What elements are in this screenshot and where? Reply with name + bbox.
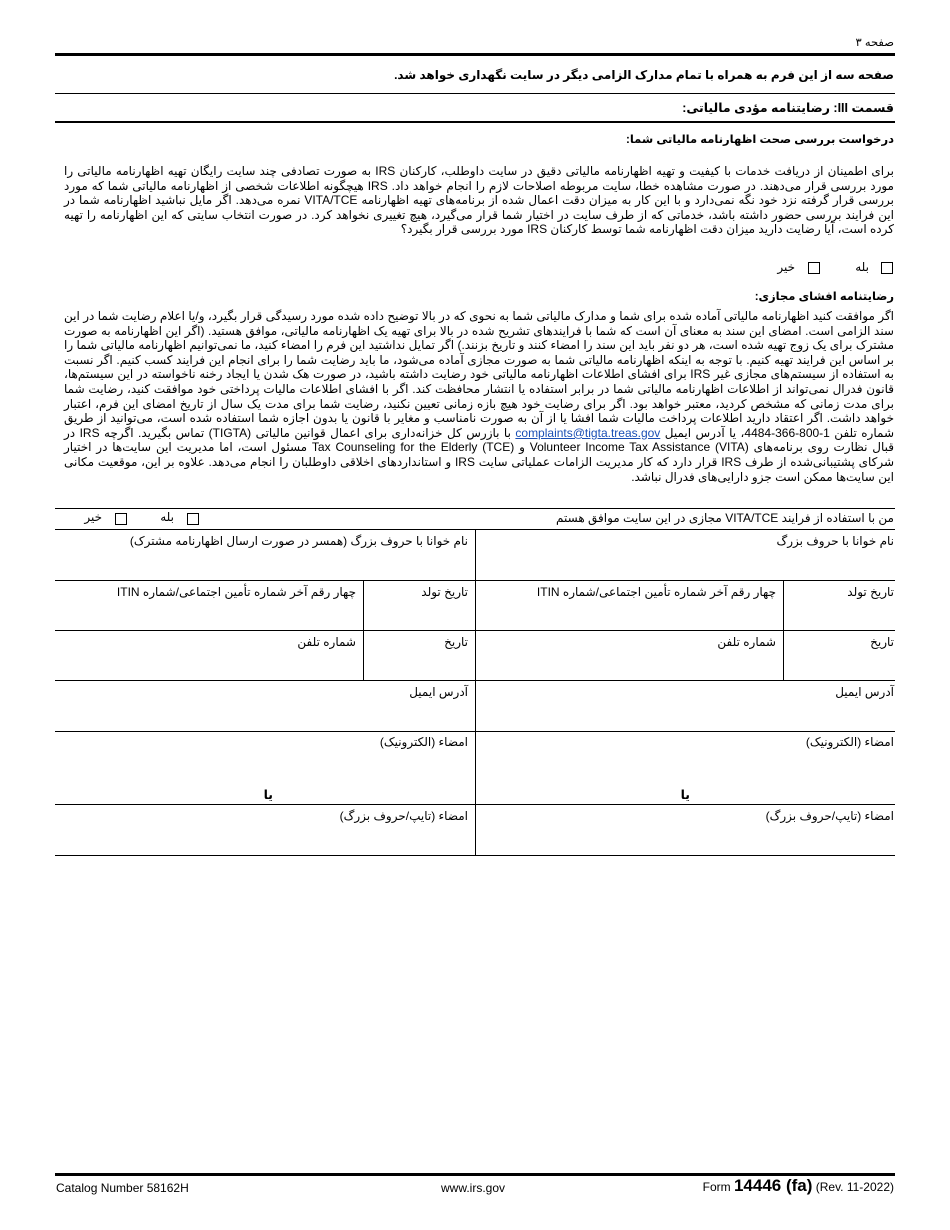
signature-electronic-spouse-field[interactable]: امضاء (الکترونیک) [379,735,468,749]
review-no-checkbox[interactable] [808,262,820,274]
phone-spouse-field[interactable]: شماره تلفن [297,635,356,649]
virtual-yes-checkbox[interactable] [187,513,199,525]
signature-typed-spouse-field[interactable]: امضاء (تایپ/حروف بزرگ) [339,809,468,823]
signature-typed-primary-field[interactable]: امضاء (تایپ/حروف بزرگ) [765,809,894,823]
review-no-label: خیر [777,260,795,274]
page-number: صفحه ۳ [855,37,894,49]
form-number: 14446 (fa) [733,1176,813,1195]
email-primary-field[interactable]: آدرس ایمیل [835,685,894,699]
website-link[interactable]: www.irs.gov [441,1181,506,1195]
ssn-primary-field[interactable]: چهار رقم آخر شماره تأمین اجتماعی/شماره ITIN [536,585,776,599]
section-title: قسمت III: رضایتنامه مؤدی مالیاتی: [682,101,894,115]
ssn-spouse-field[interactable]: چهار رقم آخر شماره تأمین اجتماعی/شماره ITIN [116,585,356,599]
form-right-subdivider [783,580,784,681]
date-primary-field[interactable]: تاریخ [870,635,894,649]
consent-paragraph [64,309,894,484]
form-left-subdivider [363,580,364,681]
top-rule [55,53,895,56]
dob-primary-field[interactable]: تاریخ تولد [847,585,894,599]
form-revision: (Rev. 11-2022) [815,1180,894,1194]
form-center-divider [475,529,476,856]
dob-spouse-field[interactable]: تاریخ تولد [421,585,468,599]
catalog-number: Catalog Number 58162H [56,1181,189,1195]
virtual-yes-label: بله [160,510,174,524]
name-spouse-field[interactable]: نام خوانا با حروف بزرگ (همسر در صورت ارسال اظهارنامه مشترک) [129,534,468,548]
retention-note: صفحه سه از این فرم به همراه با تمام مدارک الزامی دیگر در سایت نگهداری خواهد شد. [394,68,894,82]
form-prefix: Form [702,1180,731,1194]
form-id [703,1176,894,1196]
review-paragraph: برای اطمینان از دریافت خدمات با کیفیت و تهیه اظهارنامه مالیاتی دقیق در سایت داوطلب، کارکنان IRS به صورت تصادفی چند سایت رایگان تهیه اظهارنامه مالیاتی را مورد بررسی قرار می‌دهند. در صورت مشاهده خطا، سایت مربوطه اصلاحات لازم را انجام خواهد داد. IRS هیچگونه اطلاعات شخصی از اظهارنامه مالیاتی شما که مورد بررسی قرار گرفته نزد خود نگه نمی‌دارد و با این کار به میزان دقت اعمال شده از برنامه‌های تهیه اظهارنامه VITA/TCE نمره می‌دهد. اگر مایل نباشید اظهارنامه شما در این فرایند بررسی حضور داشته باشد، خدماتی که از طرف سایت در اختیار شما قرار می‌گیرد، هیچ تغییری نخواهد کرد. در صورت انتخاب سایتی که این اظهارنامه را تهیه کرده است، آیا رضایت دارید میزان دقت اظهارنامه شما توسط کارکنان IRS مورد بررسی قرار بگیرد؟ [64,164,895,237]
virtual-agreement-question: من با استفاده از فرایند VITA/TCE مجازی در این سایت موافق هستم [556,511,894,525]
email-spouse-field[interactable]: آدرس ایمیل [409,685,468,699]
review-yes-checkbox[interactable] [881,262,893,274]
phone-primary-field[interactable]: شماره تلفن [717,635,776,649]
section-bottom-rule [55,121,895,123]
consent-text-part2: با بازرس کل خزانه‌داری برای اعمال قوانین مالیاتی (TIGTA) تماس بگیرید. اگرچه IRS در قبال نظارت روی برنامه‌های Volunteer Income Tax Assistance (VITA) و Tax Counseling for the Elderly (TCE) مسئول است، اما مدیریت این سایت‌ها در اختیار شرکای پشتیبانی‌شده از طرف IRS قرار دارد که کار مدیریت الزامات عملیاتی سایت IRS و استانداردهای اخلاقی داوطلبان را انجام می‌دهد. علاوه بر این، موقعیت مکانی این سایت‌ها ممکن است جزو دارایی‌های فدرال نباشد. [64,425,895,484]
date-spouse-field[interactable]: تاریخ [444,635,468,649]
signature-electronic-primary-field[interactable]: امضاء (الکترونیک) [805,735,894,749]
or-label-primary: یا [680,788,690,802]
form-top-rule [55,508,895,509]
complaints-email-link[interactable]: complaints@tigta.treas.gov [515,425,661,440]
virtual-no-label: خیر [84,510,102,524]
virtual-no-checkbox[interactable] [115,513,127,525]
or-label-spouse: یا [263,788,273,802]
consent-text-part1: اگر موافقت کنید اظهارنامه مالیاتی آماده شده برای شما و مدارک مالیاتی شما به نحوی که در بالا توضیح داده شده مورد رسیدگی قرار بگیرد، و/یا اعلام رضایت شما در این سند الزامی است. امضای این سند به معنای آن است که شما با فرایندهای تشریح شده در بالا برای تهیه یک اظهارنامه مالیاتی، موافق هستید. (اگر این اظهارنامه به صورت مشترک برای یک زوج تهیه شده است، هر دو نفر باید این سند را امضاء کنند و تاریخ بزنند.) اگر تمایل نداشتید این فرم را امضاء کنید، ما نمی‌توانیم اظهارنامه مالیاتی شما را بر اساس این فرایند تهیه کنیم. با توجه به اینکه اظهارنامه مالیاتی شما به صورت مجازی آماده می‌شود، ما باید رضایت شما را برای انجام این فرایند کسب کنیم. اگر نسبت به استفاده از سیستم‌های مجازی غیر IRS برای افشای اطلاعات اظهارنامه مالیاتی خود رضایت داشته باشید، در صورت هک شدن یا ایجاد رخنه ناخواسته در این سیستم‌ها، قانون فدرال نمی‌تواند از اطلاعات اظهارنامه مالیاتی شما در برابر استفاده یا انتشار محافظت کند. اگر با افشای اطلاعات مالیات پرداختی خود موافقت کنید، رضایت شما برای مدت زمانی که مشخص کردید، معتبر خواهد بود. اگر برای رضایت خود هیچ بازه زمانی تعیین نکنید، رضایت شما برای مدت یک سال از تاریخ امضای این فرم، اعتبار خواهد داشت. اگر اعتقاد دارید اطلاعات پرداخت مالیات شما افشا یا از آن به صورت نامناسب و مغایر با قانون یا بدون اجازه شما استفاده شده است، می‌توانید از طریق شماره تلفن 1-800-366-4484، یا آدرس ایمیل [64,309,894,440]
name-primary-field[interactable]: نام خوانا با حروف بزرگ [776,534,894,548]
review-subheading: درخواست بررسی صحت اظهارنامه مالیاتی شما: [626,134,894,146]
review-yes-label: بله [855,260,869,274]
section-top-rule [55,93,895,94]
consent-subheading: رضایتنامه افشای مجازی: [754,291,894,303]
